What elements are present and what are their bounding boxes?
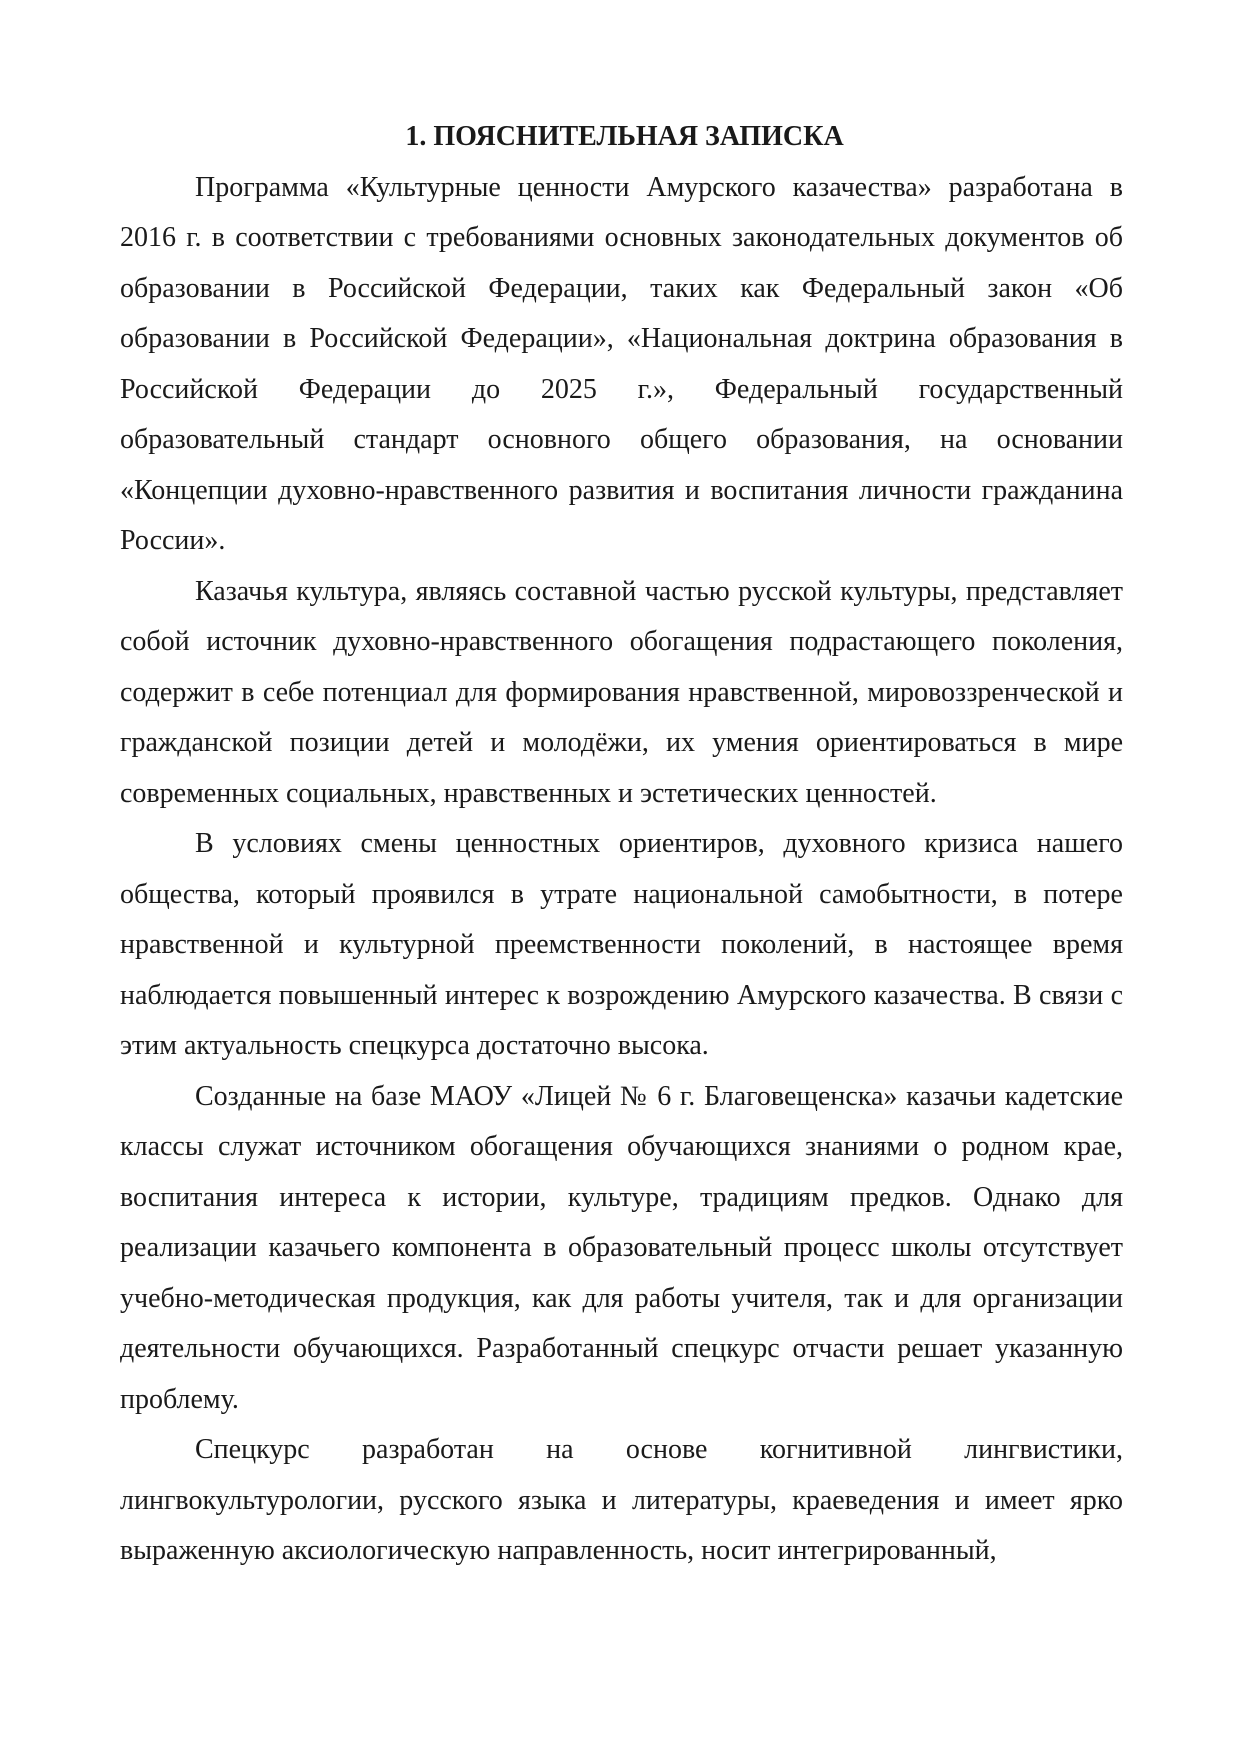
paragraph-5: Спецкурс разработан на основе когнитивной лингвистики, лингвокультурологии, русского языка и литературы, краеведения и имеет ярко выраженную аксиологическую направленность, носит интегрированный, (120, 1434, 1123, 1566)
paragraph-4: Созданные на базе МАОУ «Лицей № 6 г. Благовещенска» казачьи кадетские классы служат источником обогащения обучающихся знаниями о родном крае, воспитания интереса к истории, культуре, традициям предков. Однако для реализации казачьего компонента в образовательный процесс школы отсутствует учебно-методическая продукция, как для работы учителя, так и для организации деятельности обучающихся. Разработанный спецкурс отчасти решает указанную проблему. (120, 1080, 1123, 1415)
paragraph-2: Казачья культура, являясь составной частью русской культуры, представляет собой источник духовно-нравственного обогащения подрастающего поколения, содержит в себе потенциал для формирования нравственной, мировоззренческой и гражданской позиции детей и молодёжи, их умения ориентироваться в мире современных социальных, нравственных и эстетических ценностей. (120, 575, 1123, 809)
paragraph-1: Программа «Культурные ценности Амурского казачества» разработана в 2016 г. в соответствии с требованиями основных законодательных документов об образовании в Российской Федерации, таких как Федеральный закон «Об образовании в Российской Федерации», «Национальная доктрина образования в Российской Федерации до 2025 г.», Федеральный государственный образовательный стандарт основного общего образования, на основании «Концепции духовно-нравственного развития и воспитания личности гражданина России». (120, 171, 1123, 556)
paragraph-3: В условиях смены ценностных ориентиров, духовного кризиса нашего общества, который проявился в утрате национальной самобытности, в потере нравственной и культурной преемственности поколений, в настоящее время наблюдается повышенный интерес к возрождению Амурского казачества. В связи с этим актуальность спецкурса достаточно высока. (120, 828, 1123, 1061)
document-page (120, 112, 1123, 1577)
section-heading: 1. ПОЯСНИТЕЛЬНАЯ ЗАПИСКА (405, 121, 844, 152)
